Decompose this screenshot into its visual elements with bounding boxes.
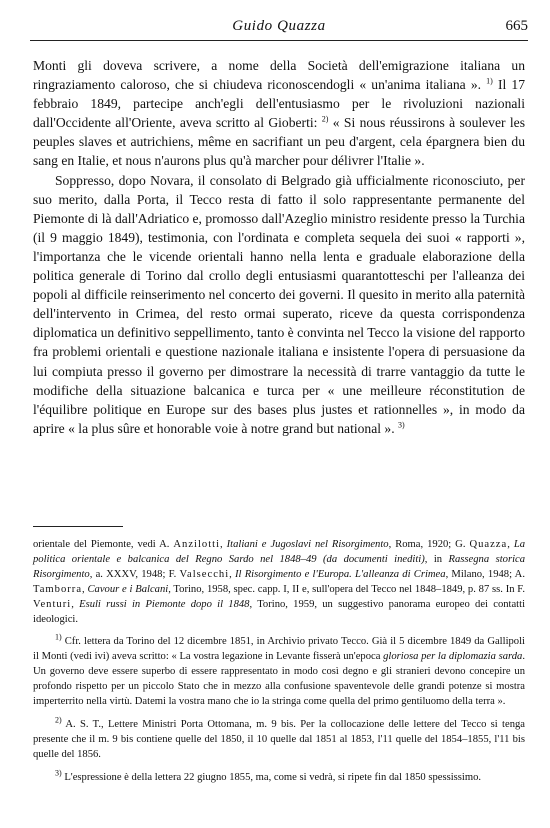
footnote-ref-3: 3) xyxy=(398,420,405,430)
note-author: Anzilotti xyxy=(173,539,221,550)
note-text: , Milano, 1948; A. xyxy=(445,568,525,580)
paragraph-1 xyxy=(33,56,525,171)
footnote-3 xyxy=(33,768,525,786)
paragraph-1-text-b: Il 17 febbraio 1849, partecipe anch'egli dell'entusiasmo per le rivoluzioni nazionali dall'Occidente all'Oriente, aveva scritto al Gioberti: xyxy=(33,77,525,131)
note-text: , xyxy=(220,539,227,550)
note-author: Valsecchi xyxy=(179,568,230,580)
running-header xyxy=(30,14,528,40)
note-text: , xyxy=(71,598,80,610)
main-text xyxy=(33,56,525,438)
note-quote-italic: gloriosa per la diplomazia sarda xyxy=(383,651,523,663)
note-text: , xyxy=(82,583,88,595)
note-text: Cfr. lettera da Torino del 12 dicembre 1851, in Archivio privato Tecco. Già il 5 dicembre 1849 da Gallipoli il Monti (vedi ivi) aveva scritto: « La vostra legazione in Levante fisserà un'epoca xyxy=(33,636,525,663)
footnote-continuation xyxy=(33,538,525,627)
note-text: , xyxy=(229,568,236,580)
note-text: L'espressione è della lettera 22 giugno 1855, ma, come si vedrà, si ripete fin dal 1850 spessissimo. xyxy=(61,771,482,783)
paragraph-1-text-a: Monti gli doveva scrivere, a nome della Società dell'emigrazione italiana un ringraziamento caloroso, che si chiudeva riconoscendogli « un'anima italiana ». xyxy=(33,58,525,93)
paragraph-1-text-c: « Si nous réussirons à soulever les peuples slaves et autrichiens, même en sacrifiant un peu d'argent, cela épargnera bien du sang en Italie, et nous n'aurons plus qu'à marcher pour délivrer l'Italie ». xyxy=(33,115,525,169)
note-title: La politica orientale e balcanica del Regno Sardo nel 1848–49 (da documenti inediti) xyxy=(33,539,526,565)
note-text: , Roma, 1920; G. xyxy=(388,539,470,550)
note-author: Tamborra xyxy=(33,583,83,595)
note-title: Rassegna storica Risorgimento xyxy=(33,553,526,580)
footnote-2 xyxy=(33,715,525,763)
note-title: Italiani e Jugoslavi nel Risorgimento xyxy=(226,539,389,550)
header-rule xyxy=(30,40,528,41)
footnote-1-mark: 1) xyxy=(55,632,62,642)
note-title: Esuli russi in Piemonte dopo il 1848 xyxy=(79,598,250,610)
running-head-author: Guido Quazza xyxy=(232,18,326,34)
paragraph-2 xyxy=(33,171,525,438)
page-number: 665 xyxy=(505,18,528,34)
footnote-2-mark: 2) xyxy=(55,715,62,725)
note-author: Venturi xyxy=(33,598,72,610)
paragraph-2-text: Soppresso, dopo Novara, il consolato di Belgrado già ufficialmente riconosciuto, per suo merito, dalla Porta, il Tecco resta di fatto il solo rappresentante permanente del Piemonte di là dall'Adriatico e, promosso dall'Azeglio ministro residente presso la Turchia (il 9 maggio 1849), testimonia, con l'ordinata e completa sequela dei suoi « rapporti », l'importanza che le vicende orientali hanno nella lenta e graduale elaborazione della politica generale di Torino dal crollo degli entusiasmi quarantotteschi per l'alleanza dei popoli al difficile reinserimento nel concerto dei governi. Il quesito in merito alla paternità dell'intervento in Crimea, del resto ormai superato, riceve da questa corrispondenza diplomatica un definitivo seppellimento, tanto è convinta nel Tecco la visione del rapporto fra problemi orientali e questione nazionale italiana e insistente l'opera di persuasione da lui compiuta presso il governo per dimostrare la necessità di trarre vantaggio da tutte le modifiche della situazione balcanica e turca per « une meilleure réconstitution de l'équilibre politique en Europe sur des bases plus justes et rationnelles », in modo da aprire « la plus sûre et honorable voie à notre grand but national ». xyxy=(33,172,525,436)
footnote-1 xyxy=(33,632,525,710)
note-title: Cavour e i Balcani xyxy=(87,583,169,595)
note-text: A. S. T., Lettere Ministri Porta Ottomana, m. 9 bis. Per la collocazione delle lettere del Tecco si tenga presente che il m. 9 bis contiene quelle del 1850, il 10 quelle dal 1851 al 1853, l'11 quelle del 1854–1855, l'11 bis quelle del 1856. xyxy=(33,718,525,760)
note-text: orientale del Piemonte, vedi A. xyxy=(33,539,174,550)
note-text: , Torino, 1958, spec. capp. I, II e, sull'opera del Tecco nel 1848–1849, p. 87 ss. In F. xyxy=(168,583,525,595)
footnote-3-mark: 3) xyxy=(55,768,62,778)
note-text: , in xyxy=(424,553,449,565)
note-text: , a. XXXV, 1948; F. xyxy=(89,568,180,580)
footnote-rule xyxy=(33,526,123,527)
footnote-ref-1: 1) xyxy=(486,76,493,86)
note-text: , xyxy=(507,539,514,550)
note-title: Il Risorgimento e l'Europa. L'alleanza di Crimea xyxy=(235,568,446,580)
footnotes xyxy=(33,538,525,786)
note-text: , Torino, 1959, un suggestivo panorama europeo dei contatti ideologici. xyxy=(33,598,526,625)
footnote-ref-2: 2) xyxy=(321,114,329,124)
note-text: . Un governo deve essere superbo di essere rappresentato in modo così degno e gli stranieri devono concepire un profondo rispetto per un piccolo Stato che in mezzo alla confusione spaventevole delle grandi potenze si mostra imperterrito nella virtù. Datemi la vostra mano che io la stringa come quella del primo gentiluomo della terra ». xyxy=(33,651,525,708)
note-author: Quazza xyxy=(469,539,508,550)
